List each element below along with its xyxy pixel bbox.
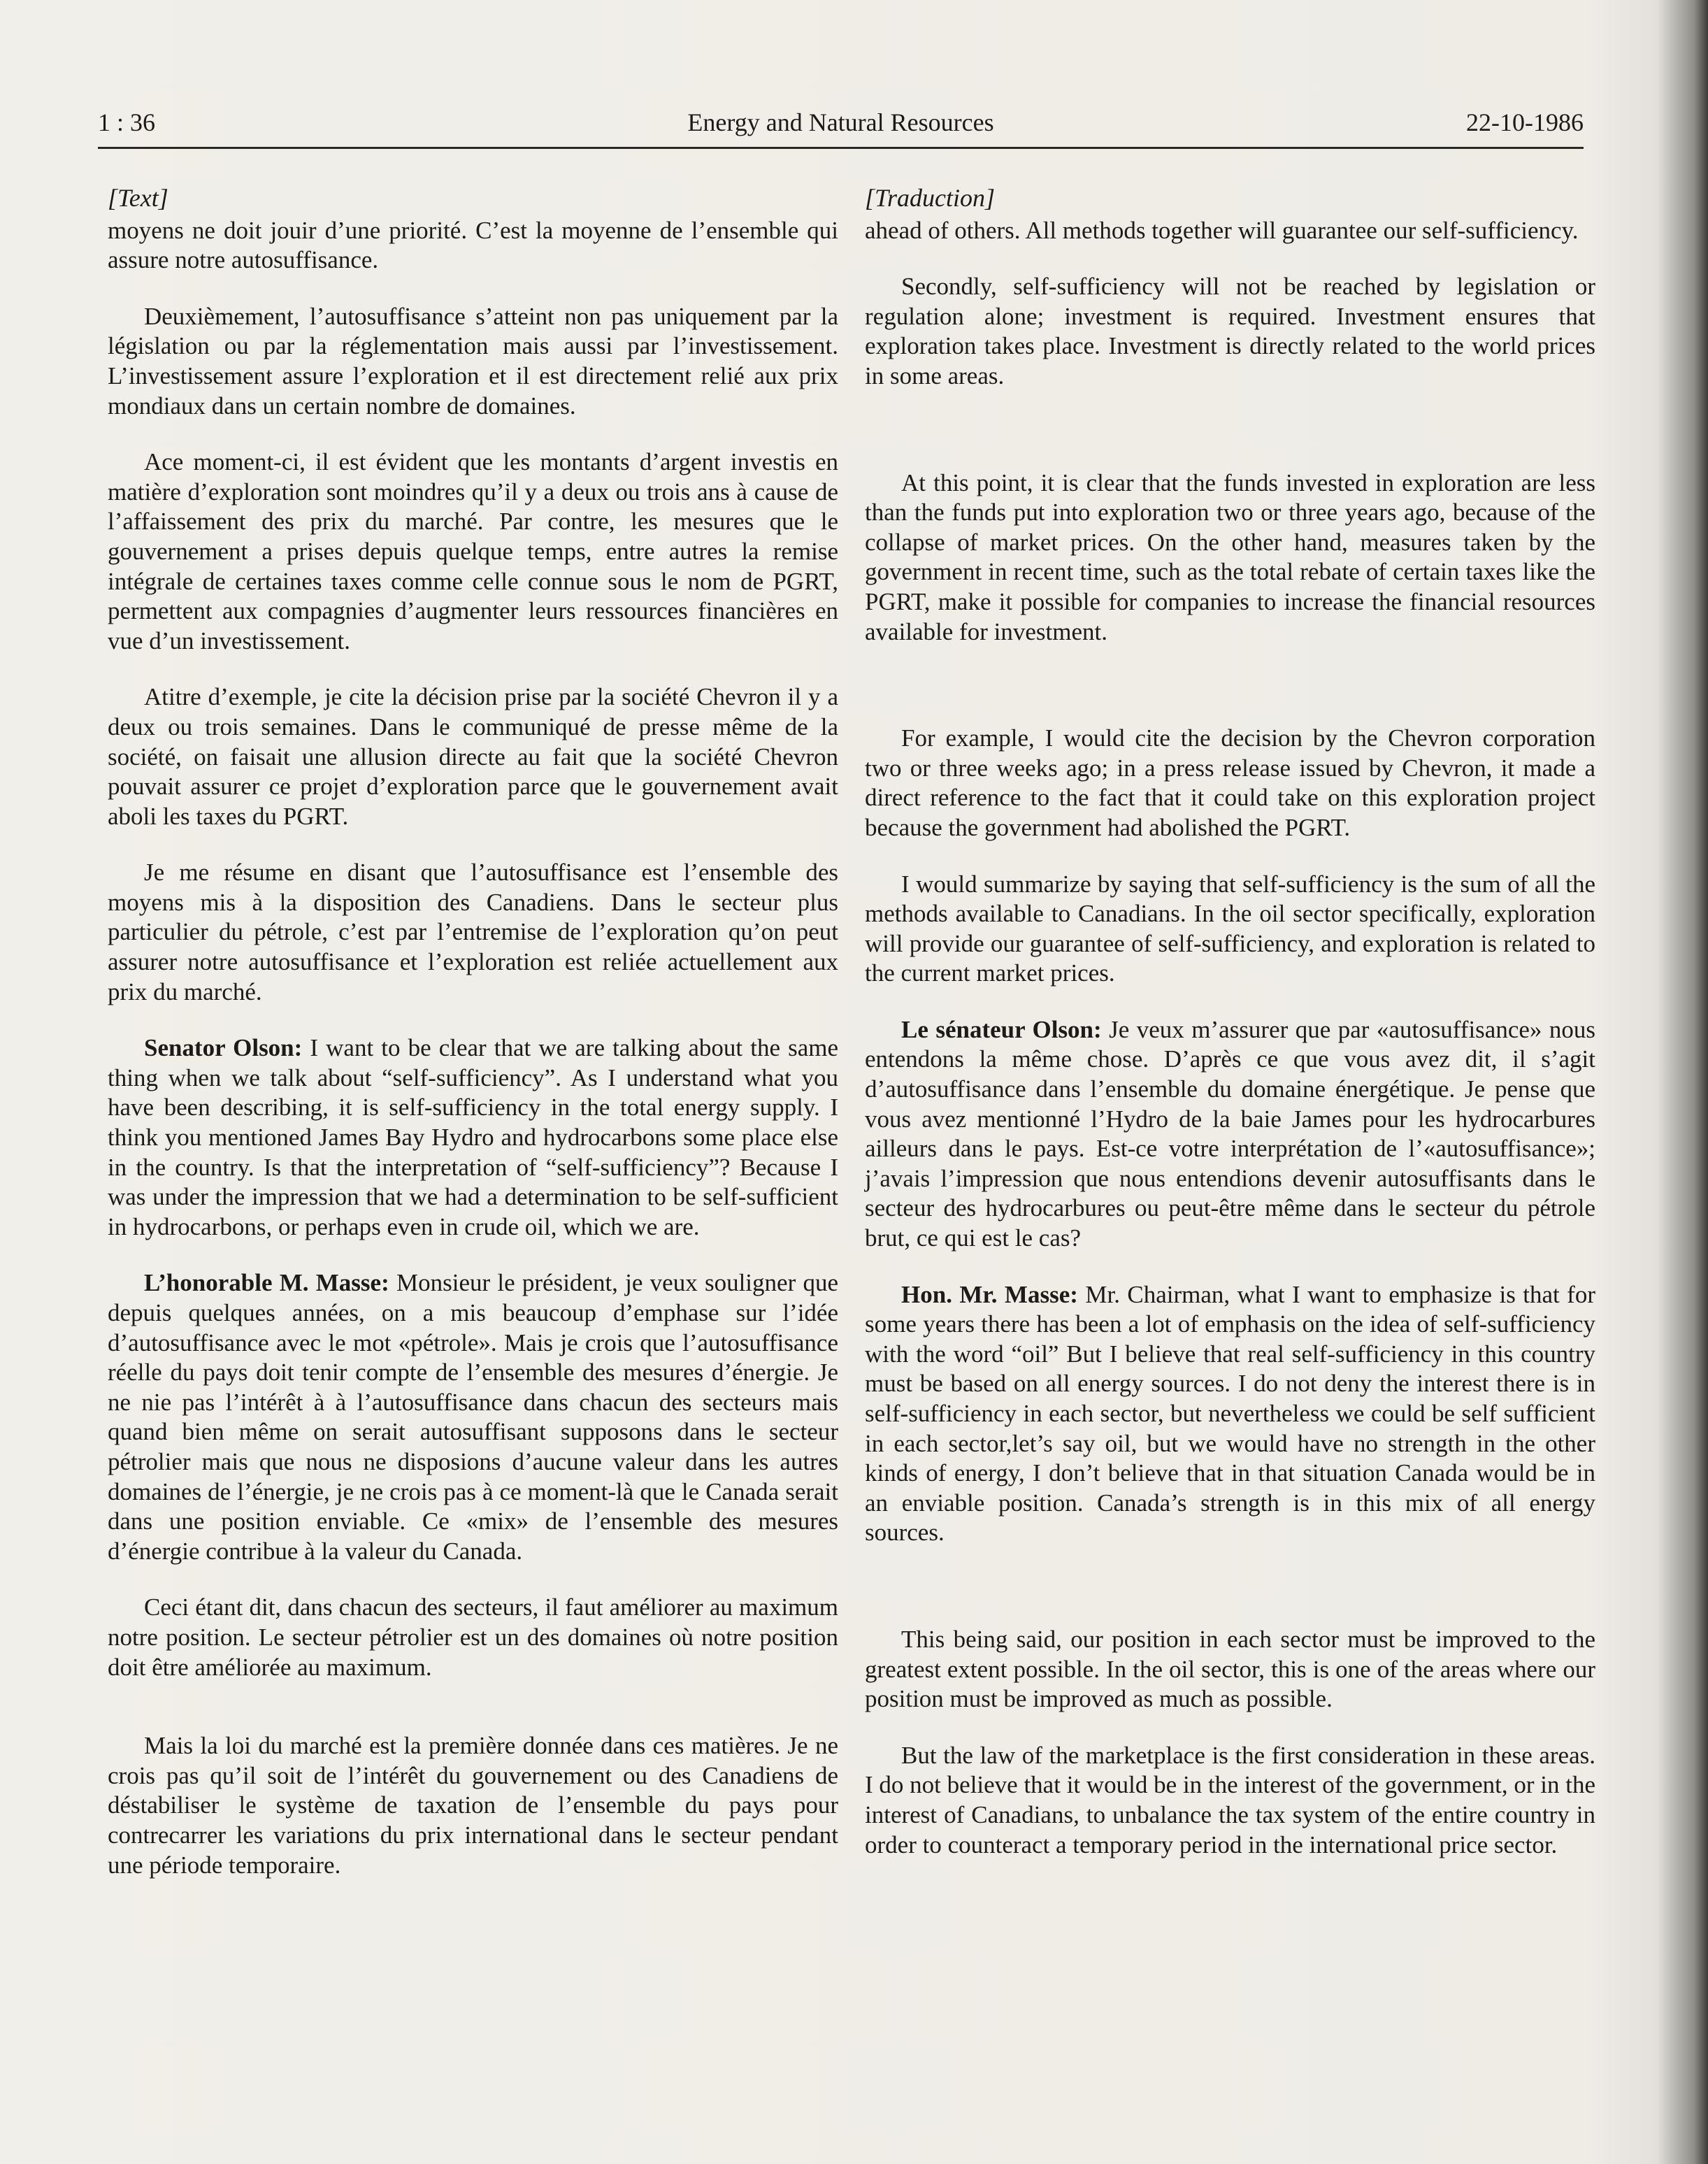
speaker-paragraph: Le sénateur Olson: Je veux m’assurer que par «autosuffisance» nous entendons la même chose. D’après ce que vous avez dit, il s’agit d’autosuffisance dans l’ensemble du domaine énergétique. Je pense que vous avez mentionné l’Hydro de la baie James pour les hydrocarbures ailleurs dans le pays. Est-ce votre interprétation de l’«autosuffisance»; j’avais l’impression que nous entendions devenir autosuffisants dans le secteur des hydrocarbures ou peut-être même dans le secteur du pétrole brut, ce qui est le cas? <box>865 1015 1595 1252</box>
paragraph: Mais la loi du marché est la première donnée dans ces matières. Je ne crois pas qu’il soit de l’intérêt du gouvernement ou des Canadiens de déstabiliser le système de taxation de l’ensemble du pays pour contrecarrer les variations du prix international dans le secteur pendant une période temporaire. <box>108 1732 838 1879</box>
french-column <box>108 183 838 1880</box>
speaker-paragraph: Hon. Mr. Masse: Mr. Chairman, what I want to emphasize is that for some years there has been a lot of emphasis on the idea of self-sufficiency with the word “oil” But I believe that real self-sufficiency in this country must be based on all energy sources. I do not deny the interest there is in self-sufficiency in each sector, but nevertheless we could be self sufficient in each sector,let’s say oil, but we would have no strength in the other kinds of energy, I don’t believe that in that situation Canada would be in an enviable position. Canada’s strength is in this mix of all energy sources. <box>865 1280 1595 1547</box>
paragraph: For example, I would cite the decision by the Chevron corporation two or three weeks ago; in a press release issued by Chevron, it made a direct reference to the fact that it could take on this exploration project because the government had abolished the PGRT. <box>865 724 1595 841</box>
column-label: [Text] <box>108 184 168 212</box>
speaker-name: Senator Olson: <box>144 1034 303 1062</box>
speaker-name: Hon. Mr. Masse: <box>901 1280 1078 1308</box>
header-date: 22-10-1986 <box>1466 108 1584 136</box>
paragraph: ahead of others. All methods together will guarantee our self-sufficiency. <box>865 216 1579 244</box>
paragraph: Deuxièmement, l’autosuffisance s’atteint non pas uniquement par la législation ou par la réglementation mais aussi par l’investissement. L’investissement assure l’exploration et il est directement relié aux prix mondiaux dans un certain nombre de domaines. <box>108 302 838 420</box>
paragraph: But the law of the marketplace is the first consideration in these areas. I do not believe that it would be in the interest of the government, or in the interest of Canadians, to unbalance the tax system of the entire country in order to counteract a temporary period in the international price sector. <box>865 1741 1595 1858</box>
speaker-name: Le sénateur Olson: <box>901 1015 1102 1043</box>
page-number: 1 : 36 <box>98 108 156 136</box>
page-header <box>98 105 1584 149</box>
paragraph: I would summarize by saying that self-sufficiency is the sum of all the methods available to Canadians. In the oil sector specifically, exploration will provide our guarantee of self-sufficiency, and exploration is related to the current market prices. <box>865 870 1595 987</box>
speaker-name: L’honorable M. Masse: <box>144 1269 389 1297</box>
english-column <box>865 183 1595 1860</box>
speaker-paragraph: Senator Olson: I want to be clear that we are talking about the same thing when we talk about “self-sufficiency”. As I understand what you have been describing, it is self-sufficiency in the total energy supply. I think you mentioned James Bay Hydro and hydrocarbons some place else in the country. Is that the interpretation of “self-sufficiency”? Because I was under the impression that we had a determination to be self-sufficient in hydrocarbons, or perhaps even in crude oil, which we are. <box>108 1034 838 1240</box>
column-label: [Traduction] <box>865 184 996 212</box>
running-title: Energy and Natural Resources <box>687 108 994 136</box>
paragraph: At this point, it is clear that the funds invested in exploration are less than the funds put into exploration two or three years ago, because of the collapse of market prices. On the other hand, measures taken by the government in recent time, such as the total rebate of certain taxes like the PGRT, make it possible for companies to increase the financial resources available for investment. <box>865 468 1595 645</box>
paragraph: Ace moment-ci, il est évident que les montants d’argent investis en matière d’exploration sont moindres qu’il y a deux ou trois ans à cause de l’affaissement des prix du marché. Par contre, les mesures que le gouvernement a prises depuis quelque temps, entre autres la remise intégrale de certaines taxes comme celle connue sous le nom de PGRT, permettent aux compagnies d’augmenter leurs ressources financières en vue d’un investissement. <box>108 448 838 654</box>
paragraph: moyens ne doit jouir d’une priorité. C’est la moyenne de l’ensemble qui assure notre autosuffisance. <box>108 216 838 274</box>
speaker-paragraph: L’honorable M. Masse: Monsieur le président, je veux souligner que depuis quelques années, on a mis beaucoup d’emphase sur l’idée d’autosuffisance avec le mot «pétrole». Mais je crois que l’autosuffisance réelle du pays doit tenir compte de l’ensemble des mesures d’énergie. Je ne nie pas l’intérêt à à l’autosuffisance dans chacun des secteurs mais quand bien même on serait autosuffisant supposons dans le secteur pétrolier mais que nous ne disposions d’aucune valeur dans les autres domaines de l’énergie, je ne crois pas à ce moment-là que le Canada serait dans une position enviable. Ce «mix» de l’ensemble des mesures d’énergie contribue à la valeur du Canada. <box>108 1269 839 1565</box>
paragraph: This being said, our position in each sector must be improved to the greatest extent possible. In the oil sector, this is one of the areas where our position must be improved as much as possible. <box>865 1625 1595 1713</box>
paragraph: Ceci étant dit, dans chacun des secteurs, il faut améliorer au maximum notre position. Le secteur pétrolier est un des domaines où notre position doit être améliorée au maximum. <box>108 1593 838 1681</box>
paragraph: Secondly, self-sufficiency will not be reached by legislation or regulation alone; investment is required. Investment ensures that exploration takes place. Investment is directly related to the world prices in some areas. <box>865 273 1595 389</box>
paragraph: Je me résume en disant que l’autosuffisance est l’ensemble des moyens mis à la disposition des Canadiens. Dans le secteur plus particulier du pétrole, c’est par l’entremise de l’exploration qu’on peut assurer notre autosuffisance et l’exploration est reliée actuellement aux prix du marché. <box>108 859 838 1005</box>
paragraph: Atitre d’exemple, je cite la décision prise par la société Chevron il y a deux ou trois semaines. Dans le communiqué de presse même de la société, on faisait une allusion directe au fait que la société Chevron pouvait assurer ce projet d’exploration parce que le gouvernement avait aboli les taxes du PGRT. <box>108 683 838 830</box>
